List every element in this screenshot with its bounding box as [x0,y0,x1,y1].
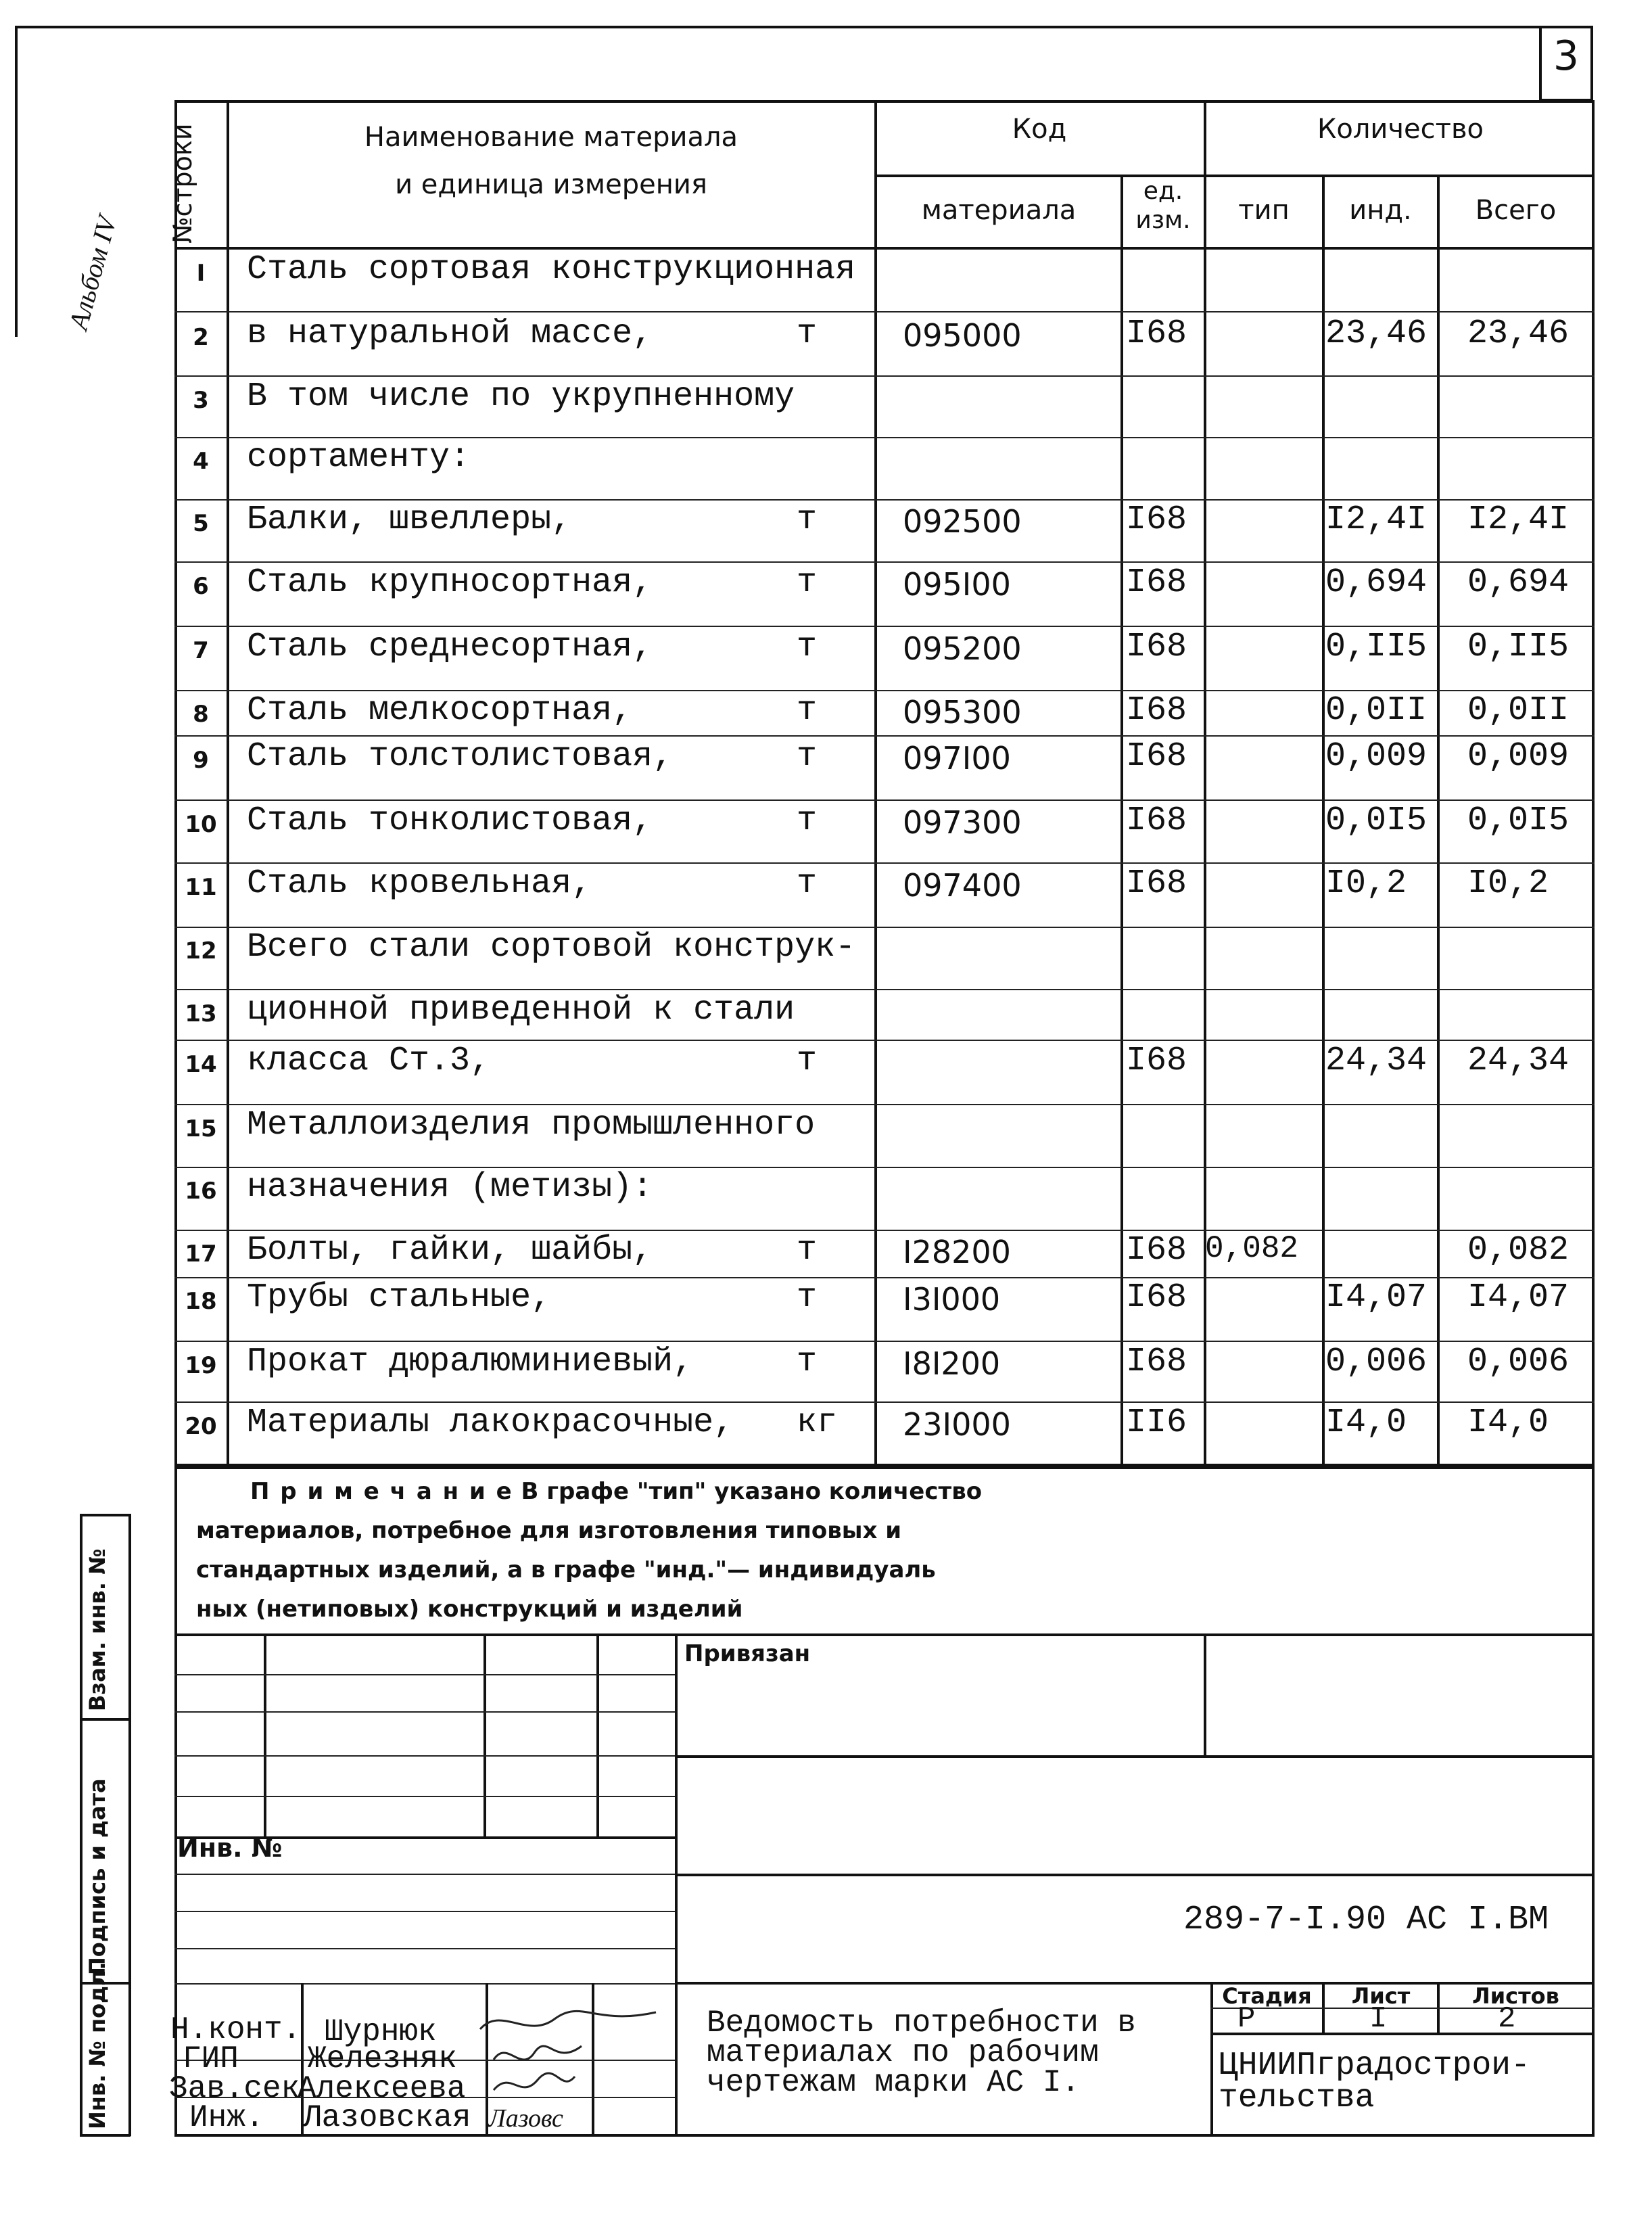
org-line2: тельства [1219,2080,1375,2116]
sheet-number: 3 [1553,32,1580,80]
side-strip-left [80,1514,82,2136]
cell-no: 19 [185,1352,217,1379]
row-line [174,862,1595,864]
header-code: Код [1012,114,1067,145]
row-line [174,561,1595,563]
sig-name-2: Алексеева [298,2071,466,2106]
cell-total: 23,46 [1467,315,1570,353]
row-line [174,735,1595,737]
header-qty-total: Всего [1475,195,1557,226]
cell-unit: т [797,864,818,903]
col-line-total [1437,175,1440,1466]
row-line [174,1401,1595,1403]
cell-ind: 0,0II [1325,691,1427,730]
sig-name-0: Шурнюк [325,2014,437,2049]
stage-value: Р [1237,2002,1256,2036]
title-line3: чертежам марки АС I. [707,2065,1081,2100]
cell-unit: т [797,1231,818,1270]
sig-role-0: Н.конт. [170,2012,302,2047]
cell-no: 6 [193,573,209,600]
cell-ind: 0,II5 [1325,628,1427,666]
privyazan-label: Привязан [684,1640,811,1667]
note-line3: стандартных изделий, а в графе "инд."— индивидуаль [196,1556,936,1583]
cell-code: 097I00 [903,740,1011,776]
cell-name: В том числе по укрупненному [247,377,795,416]
cell-ind: 0,006 [1325,1343,1427,1381]
outer-left-line [15,26,18,337]
header-bottom-line [174,247,1595,250]
header-code-unit-l1: ед. [1143,177,1183,205]
header-name-line2: и единица измерения [395,169,707,200]
header-qty-type: тип [1238,195,1290,226]
side-strip-top [80,1514,131,1516]
header-qty-ind: инд. [1349,195,1412,226]
side-label-vzam: Взам. инв. № [85,1548,110,1711]
privyazan-divider [1204,1633,1206,1755]
cell-code: 092500 [903,503,1022,540]
side-label-inv-podl: Инв. № подл. [85,1962,110,2129]
cell-no: 3 [193,387,209,414]
cell-unit: т [797,1343,818,1381]
side-strip-right [128,1514,131,2136]
cell-unit: т [797,315,818,353]
cell-unit: т [797,802,818,840]
cell-total: I4,07 [1467,1278,1570,1317]
cell-name: в натуральной массе, [247,315,653,353]
note-line4: ных (нетиповых) конструкций и изделий [196,1596,743,1623]
sheet-label: Лист [1351,1983,1411,2009]
cell-code: 095200 [903,630,1022,667]
org-line1: ЦНИИПградострои- [1219,2047,1530,2084]
cell-code: 23I000 [903,1406,1011,1443]
cell-ind: 23,46 [1325,315,1427,353]
cell-ed: I68 [1126,802,1187,840]
cell-name: Болты, гайки, шайбы, [247,1231,653,1270]
cell-unit: т [797,1278,818,1317]
header-code-unit-l2: изм. [1135,206,1191,234]
cell-name: Сталь толстолистовая, [247,737,674,776]
cell-no: 18 [185,1288,217,1315]
row-line [174,799,1595,801]
col-line-ed [1120,175,1123,1466]
row-line [174,1040,1595,1041]
signature-1 [494,2046,582,2060]
cell-code: 095I00 [903,566,1011,603]
cell-name: назначения (метизы): [247,1168,653,1207]
cell-name: Трубы стальные, [247,1278,552,1317]
row-line [174,1341,1595,1342]
cell-ind: I2,4I [1325,501,1427,539]
cell-unit: т [797,691,818,730]
cell-no: 11 [185,874,217,901]
signature-2 [494,2073,575,2090]
cell-ind: 24,34 [1325,1042,1427,1080]
cell-code: 095000 [903,317,1022,354]
cell-unit: кг [797,1404,838,1442]
cell-no: 8 [193,701,209,728]
album-note: Альбом IV [62,212,122,333]
cell-no: 13 [185,1000,217,1027]
title-line1: Ведомость потребности в [707,2005,1136,2041]
stamp-row-1 [174,1674,675,1675]
col-line-code [874,100,877,1466]
cell-name: Сталь среднесортная, [247,628,653,666]
cell-name: Сталь кровельная, [247,864,592,903]
cell-code: 095300 [903,694,1022,731]
cell-code: 097400 [903,867,1022,904]
stamp-row-3 [174,1755,675,1757]
cell-name: сортаменту: [247,438,471,477]
cell-no: 9 [193,747,209,774]
cell-total: 0,694 [1467,563,1570,602]
cell-ind: 0,009 [1325,737,1427,776]
cell-name: Металлоизделия промышленного [247,1106,816,1144]
cell-name: Сталь сортовая конструкционная [247,250,856,289]
cell-unit: т [797,628,818,666]
cell-total: 0,009 [1467,737,1570,776]
header-name-line1: Наименование материала [364,122,738,153]
cell-no: 7 [193,637,209,664]
sig-role-1: ГИП [183,2041,239,2077]
note-line1 [250,1478,982,1505]
cell-unit: т [797,501,818,539]
cell-no: 4 [193,448,209,475]
stamp-row-7 [174,1911,675,1912]
cell-ed: I68 [1126,563,1187,602]
row-line [174,311,1595,312]
outer-top-line [15,26,1590,28]
cell-name: Материалы лакокрасочные, [247,1404,734,1442]
sig-role-2: Зав.сек [169,2071,300,2106]
sig-name-1: Железняк [308,2041,457,2077]
cell-name: Балки, швеллеры, [247,501,572,539]
cell-name: Сталь мелкосортная, [247,691,633,730]
cell-ind: I4,07 [1325,1278,1427,1317]
header-code-material: материала [921,195,1077,226]
cell-name: класса Ст.3, [247,1042,491,1080]
cell-no: 5 [193,510,209,537]
cell-no: 10 [185,811,217,838]
sig-role-3: Инж. [189,2100,264,2135]
cell-name: Прокат дюралюминиевый, [247,1343,694,1381]
row-line [174,626,1595,627]
side-strip-bottom [80,2134,131,2137]
cell-ind: I0,2 [1325,864,1407,903]
cell-total: 0,0II [1467,691,1570,730]
stamp-col-2 [483,1633,486,1836]
cell-code: I3I000 [903,1281,1001,1318]
side-label-podpis: Подпись и дата [85,1778,110,1975]
cell-ind: I4,0 [1325,1404,1407,1442]
cell-ed: I68 [1126,1278,1187,1317]
cell-name: Сталь тонколистовая, [247,802,653,840]
cell-unit: т [797,1042,818,1080]
cell-no: 12 [185,937,217,965]
cell-ind: 0,0I5 [1325,802,1427,840]
cell-ind: 0,694 [1325,563,1427,602]
sig-name-3: Лазовская [303,2100,471,2135]
cell-no: 16 [185,1178,217,1205]
cell-ed: I68 [1126,315,1187,353]
cell-no: 15 [185,1115,217,1142]
cell-ed: I68 [1126,691,1187,730]
cell-no: 17 [185,1240,217,1268]
cell-no: 2 [193,324,209,351]
stamp-row-6 [174,1874,675,1875]
signature-0 [480,2011,656,2029]
cell-ed: I68 [1126,864,1187,903]
note-prefix: П р и м е ч а н и е [250,1478,513,1505]
cell-no: 20 [185,1413,217,1440]
cell-total: I4,0 [1467,1404,1549,1442]
stamp-top [174,1633,1595,1636]
cell-ed: I68 [1126,501,1187,539]
cell-no: 14 [185,1051,217,1078]
signature-3: Лазовс [488,2104,563,2133]
inv-no-label: Инв. № [177,1833,283,1863]
cell-total: 24,34 [1467,1042,1570,1080]
cell-name: ционной приведенной к стали [247,991,795,1029]
col-line-rowno [227,100,229,1466]
cell-unit: т [797,563,818,602]
stamp-row-2 [174,1711,675,1713]
cell-code: 097300 [903,804,1022,841]
designation: 289-7-I.90 АС I.ВМ [1183,1901,1549,1939]
cell-type: 0,082 [1205,1231,1299,1266]
stamp-row-9 [174,1983,675,1985]
cell-ed: I68 [1126,1343,1187,1381]
row-line [174,375,1595,377]
cell-total: 0,082 [1467,1231,1570,1270]
cell-ed: I68 [1126,1042,1187,1080]
stamp-right-row-1 [675,1755,1595,1758]
header-quantity: Количество [1317,114,1484,145]
cell-code: I8I200 [903,1345,1001,1382]
cell-ed: I68 [1126,628,1187,666]
cell-total: 0,II5 [1467,628,1570,666]
row-line [174,989,1595,990]
cell-total: I0,2 [1467,864,1549,903]
stamp-right-line [1592,1466,1595,2136]
stage-bottom-line [1210,2033,1595,2035]
note-line2: материалов, потребное для изготовления типовых и [196,1517,902,1544]
cell-ed: II6 [1126,1404,1187,1442]
cell-ed: I68 [1126,1231,1187,1270]
title-line2: материалах по рабочим [707,2035,1099,2070]
cell-name: Всего стали сортовой конструк- [247,928,856,967]
sheet-value: I [1369,2002,1388,2036]
cell-unit: т [797,737,818,776]
stamp-col-1 [264,1633,266,1836]
cell-ed: I68 [1126,737,1187,776]
stamp-right-row-2 [675,1874,1595,1876]
cell-total: 0,0I5 [1467,802,1570,840]
stamp-row-4 [174,1796,675,1797]
header-row-no: №строки [168,123,197,244]
cell-total: I2,4I [1467,501,1570,539]
row-line [174,1104,1595,1105]
side-div-1 [80,1718,131,1721]
col-line-ind [1322,175,1325,1466]
note-rest: В графе "тип" указано количество [513,1478,983,1505]
stamp-row-8 [174,1948,675,1949]
cell-name: Сталь крупносортная, [247,563,653,602]
cell-code: I28200 [903,1234,1011,1270]
header-subdivider [874,175,1595,177]
sheets-label: Листов [1472,1983,1559,2009]
table-body-bottom [174,1466,1595,1469]
stage-label: Стадия [1222,1983,1312,2009]
stamp-col-3 [596,1633,599,1836]
cell-no: I [196,260,206,287]
cell-total: 0,006 [1467,1343,1570,1381]
sheets-value: 2 [1498,2002,1516,2036]
